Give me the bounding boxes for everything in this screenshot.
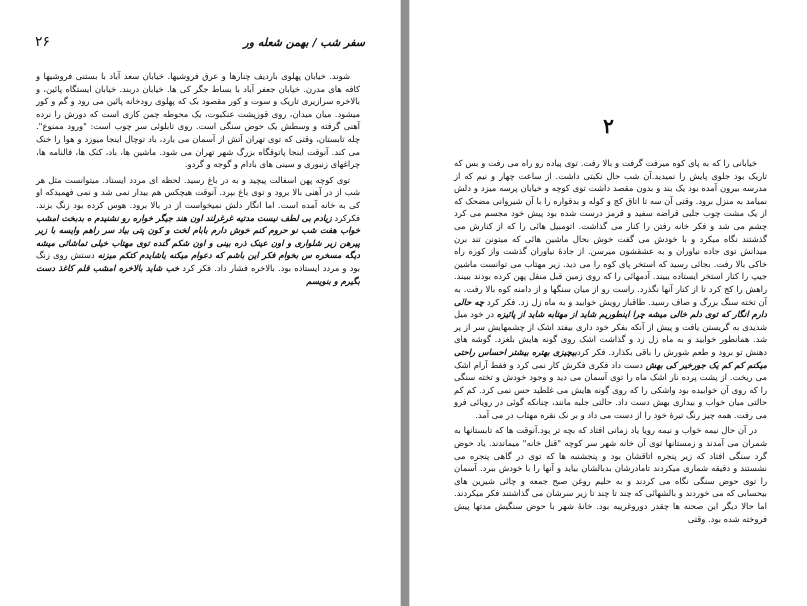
page-header [35,36,365,54]
inner-monologue: چه حالی دارم انگار که توی دلم خالی میشه چرا اینطوریم شاید از مهتابه شاید از پائیزه [454,296,767,320]
inner-monologue: بیچیزی بهتره بیشتر احساس راحتی میکنم کم کم یک جورخیر کی بهش [454,346,767,370]
right-body-text [454,157,767,528]
running-title: سفر شب / بهمن شعله ور [243,36,365,49]
right-page [409,0,807,606]
chapter-number: ۲ [603,114,614,138]
page-number: ۲۶ [35,34,51,50]
paragraph: در آن حال نیمه خواب و نیمه رویا یاد زمانی افتاد که بچه تر بود.آنوقت ها که تابستانها به شمران می آمدند و زمستانها توی آن خانه شهر سر کوچه "قنل خانه" میماندند. یاد حوض گرد سنگی افتاد که زیر پنجره اتاقشان بود و پنجشنبه ها که توی در گاهی پنجره می نشستند و دقیقه شماری میکردند تامادرشان بدبالشان بیاید و آنها را با خودش ببرد. آسمان را توی حوض سنگی نگاه می کردند و به حلیم روغن صبح جمعه و چائی شیرین های بیحسابی که می خوردند و بالشهائی که چند تا چند تا زیر سرشان می گذاشتند فکر میکردند. اما حالا دیگر این صحنه ها چقدر دوروغریبه بود. خانهٔ شهر با حوض سنگیش مدتها پیش فروخته شده بود. وقتی [454,425,767,524]
paragraph: شوند. خیابان پهلوی باردیف چنارها و عرق فروشیها. خیابان سعد آباد با بستنی فروشیها و کافه های مدرن. خیابان جعفر آباد با بساط جگر کی ها. خیابان دربند. خیابان ایستگاه پائین، و بالاخره سرازیری تاریک و سوت و کور مقصود بک که پهلوی رودخانه پائین می رود و گم و کور میشود. میان میدان، روی قوزپشت عنکبوت، یک محوطه چمن کاری است که دورش را نرده آهنی گرفته و وسطش یک حوض سنگی است. روی تابلوئی سر چوب است: "ورود ممنوع". چله تابستان، وقتی که توی تهران آتش از آسمان می بارد، باد توچال اینجا میوزد و هوا را خنک می کند. آنوقت اینجا پاتوقگاه بزرگ شهر تهران می شود. ماشین ها، باد، کنک ها، فالنامه ها، چراغهای زنبوری و سینی های بادام و گوجه و گردو. [36,71,360,170]
book-gutter [401,0,409,606]
left-page [0,0,401,606]
inner-monologue: زیادم بی لطف نیست مدتیه غرغرلند اون هند جیگر خواره رو نشنیدم ه بدبخت امشب خواب هفت شب نو حروم کنم خوش دارم بابام لخت و کون پتی بیاد سر راهم وایسه با زیر پیرهن زیر شلواری و اون عینک ذره بینی و اون شکم گنده توی مهتاب خیلی تماشائی میشه دیگه مسخره س بخوام فکر این باشم که دعوام میکنه یاشایدم کتکم میزنه [36,212,361,261]
paragraph: خیابانی را که به پای کوه میرفت گرفت و بالا رفت. توی پیاده رو راه می رفت و بس که تاریک بود جلوی پایش را نمیدید.آن شب حال نکبتی داشت. از ساعت چهار و نیم که از مدرسه بیرون آمده بود یک بند و بدون مقصد داشت توی کوچه و خیابان پرسه میزد و دلش نمیامد به منزل برود. وقتی آن سه تا اتاق کج و کوله و بدقواره را با آن شیروانی مضحک که از یک مشت چوب جلبی قراضه سفید و قرمز درست شده بود پیش خود مجسم می کرد چشم می شد و فکر خانه رفتن را کنار می گذاشت. اتومبیل هائی را که از کنارش می گذشتند نگاه میکرد و با خودش می گفت خوش بحال ماشین هائی که میتونن تند برن میدانش توی جاده نیاوران و به عشقشون میرسن. از جادهٔ نیاوران گذشت واز کوره راه خاکی بالا رفت. بجائی رسید که استخر پای کوه را می دید. زیر مهتاب می توانست ماشین جیپ را کنار استخر ایستاده ببیند. آدمهائی را که روی زمین قبل منقل پهن کرده بودند ببیند. راهش را کج کرد تا از کنار آنها نگذرد. راست رو از میان سنگها و از دامنه کوه بالا رفت. به آن تخته سنگ بزرگ و صاف رسید. طاقباز رویش خوابید و به ماه زل زد. فکر کرد چه حالی دارم انگار که توی دلم خالی میشه چرا اینطوریم شاید از مهتابه شاید از پائیزه در خود میل شدیدی به گریستن یافت و پیش از آنکه بفکر خود داری بیفتد اشک از چشمهایش سر از پر شد. همانطور خوابید و به ماه زل زد و گذاشت اشک روی گونه هایش بلغزد. گوشه های دهنش تو برود و طعم شورش را باقی بکذارد. فکر کردبیچیزی بهتره بیشتر احساس راحتی میکنم کم کم یک جورخیر کی بهش دست داد فکری فکرش کار نمی کرد و فقط آرام اشک می ریخت. از پشت پرده نار اشک ماه را توی آسمان می دید و وجود خودش و تخته سنگی را که روی آن خوابیده بود واشکی را که روی گونه هایش می غلطید حس نمی کرد. کم کم حالتی میان خواب و بیداری بهش دست داد. حالتی جلبه مانند، چنانکه گوئی در رویائی فرو می رفت. همه چیز رنگ تیرهٔ خود را از دست می داد و بر نک نقره مهتاب در می آمد. [454,158,767,420]
paragraph: توی کوچه پهن اسفالت پیچید و به در باغ رسید. لحظه ای مردد ایستاد. میتوانست مثل هر شب از در آهنی بالا برود و توی باغ بپرد. آنوقت هیچکس هم بیدار نمی شد و نمی فهمیدکه او کی به خانه آمده است. اما انگار دلش نمیخواست از در بالا برود. هوس کرده بود زنگ بزند. فکرکرد زیادم بی لطف نیست مدتیه غرغرلند اون هند جیگر خواره رو نشنیدم ه بدبخت امشب خواب هفت شب نو حروم کنم خوش دارم بابام لخت و کون پتی بیاد سر راهم وایسه با زیر پیرهن زیر شلواری و اون عینک ذره بینی و اون شکم گنده توی مهتاب خیلی تماشائی میشه دیگه مسخره س بخوام فکر این باشم که دعوام میکنه یاشایدم کتکم میزنه دستش روی زنگ بود و مردد ایستاده بود. بالاخره فشار داد. فکر کرد خب شاید بالاخره امشب قلم کاغذ دست بگیرم و بنویسم [36,174,361,286]
left-body-text [36,70,360,290]
inner-monologue: خب شاید بالاخره امشب قلم کاغذ دست بگیرم و بنویسم [36,262,360,286]
